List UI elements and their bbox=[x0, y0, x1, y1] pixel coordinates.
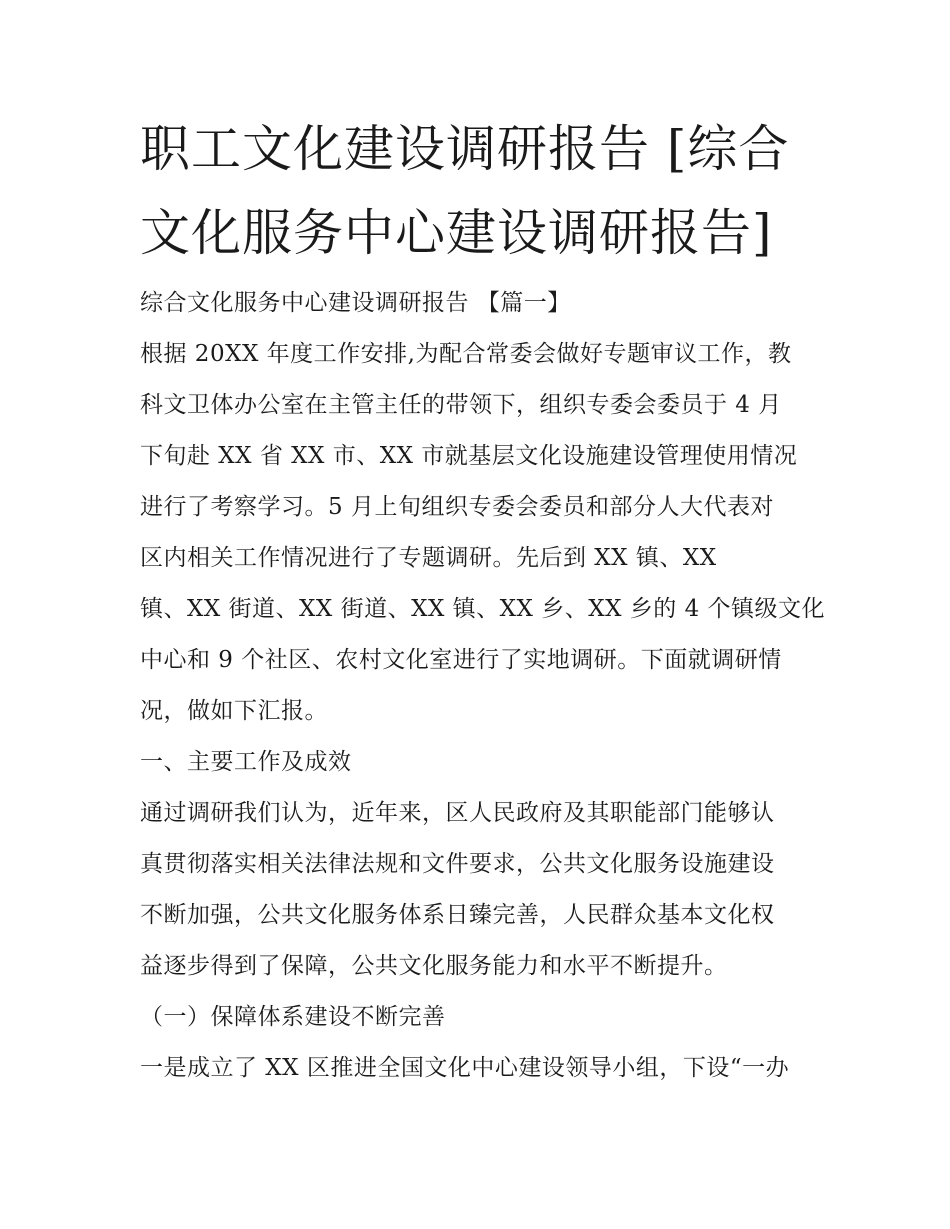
section-heading: 一、主要工作及成效 bbox=[140, 749, 352, 775]
paragraph-line: 不断加强，公共文化服务体系日臻完善，人民群众基本文化权 bbox=[140, 902, 775, 928]
paragraph-line: 通过调研我们认为，近年来，区人民政府及其职能部门能够认 bbox=[140, 800, 775, 826]
title-line: 职工文化建设调研报告 [综合 bbox=[140, 120, 790, 178]
paragraph-line: 下旬赴 XX 省 XX 市、XX 市就基层文化设施建设管理使用情况 bbox=[140, 443, 798, 469]
paragraph-line: 区内相关工作情况进行了专题调研。先后到 XX 镇、XX bbox=[140, 545, 717, 571]
paragraph-line: 科文卫体办公室在主管主任的带领下，组织专委会委员于 4 月 bbox=[140, 392, 782, 418]
paragraph-line: 真贯彻落实相关法律法规和文件要求，公共文化服务设施建设 bbox=[140, 851, 775, 877]
title-line: 文化服务中心建设调研报告] bbox=[140, 204, 773, 262]
document-body bbox=[140, 278, 826, 1094]
paragraph-line: 益逐步得到了保障，公共文化服务能力和水平不断提升。 bbox=[140, 953, 728, 979]
paragraph-line: 中心和 9 个社区、农村文化室进行了实地调研。下面就调研情 bbox=[140, 647, 782, 673]
paragraph-line: 进行了考察学习。5 月上旬组织专委会委员和部分人大代表对 bbox=[140, 494, 774, 520]
paragraph-line: 根据 20XX 年度工作安排,为配合常委会做好专题审议工作，教 bbox=[140, 341, 792, 367]
paragraph-line: 一是成立了 XX 区推进全国文化中心建设领导小组，下设“一办 bbox=[140, 1055, 790, 1081]
subsection-heading: （一）保障体系建设不断完善 bbox=[140, 1004, 446, 1030]
paragraph-line: 况，做如下汇报。 bbox=[140, 698, 328, 724]
subtitle: 综合文化服务中心建设调研报告 【篇一】 bbox=[140, 290, 571, 316]
paragraph-line: 镇、XX 街道、XX 街道、XX 镇、XX 乡、XX 乡的 4 个镇级文化 bbox=[140, 596, 826, 622]
document-page bbox=[140, 110, 826, 1094]
document-title bbox=[140, 110, 820, 272]
